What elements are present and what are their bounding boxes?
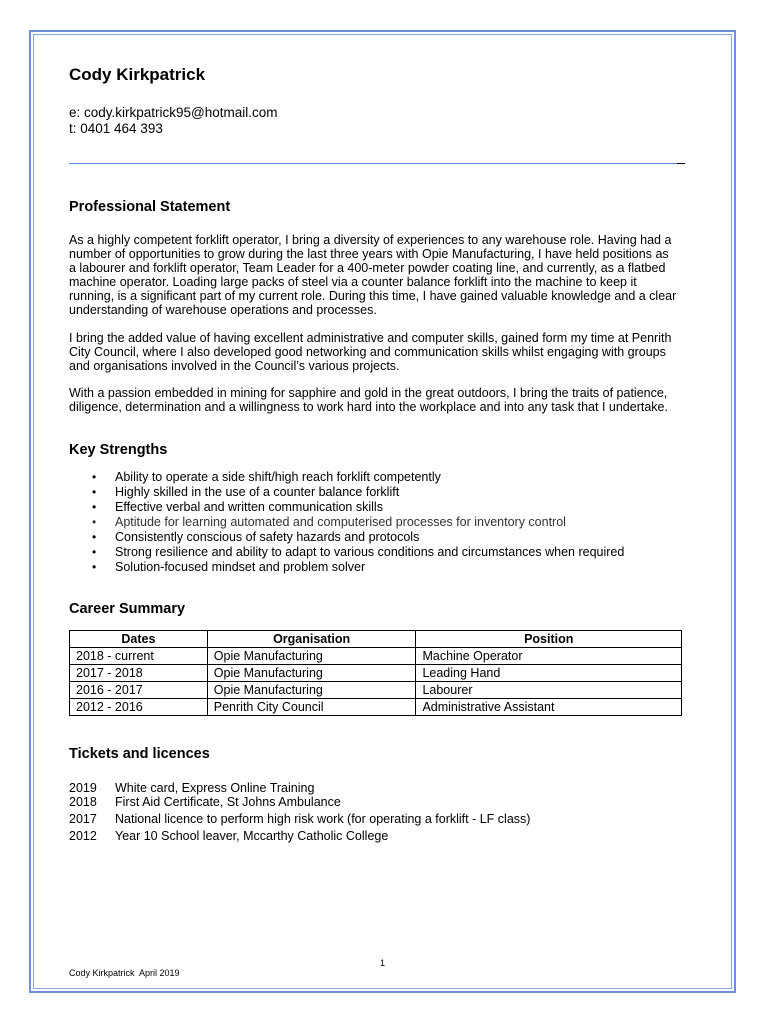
statement-line: I bring the added value of having excellent administrative and computer skills, gained form my time at Penrith [69, 331, 672, 345]
table-row [70, 682, 682, 699]
statement-line: understanding of warehouse operations and processes. [69, 303, 377, 317]
contact-block [69, 105, 278, 137]
ticket-text: First Aid Certificate, St Johns Ambulance [115, 795, 341, 809]
list-item [69, 781, 530, 795]
list-item: • Solution-focused mindset and problem solver [92, 560, 624, 575]
list-item [69, 812, 530, 826]
professional-statement-heading: Professional Statement [69, 199, 231, 215]
statement-paragraph-2 [69, 331, 709, 373]
statement-paragraph-3 [69, 386, 709, 414]
column-header-organisation: Organisation [207, 631, 416, 648]
list-item [69, 829, 530, 843]
ticket-year: 2019 [69, 781, 97, 795]
statement-line: and organisations involved in the Council’s various projects. [69, 359, 400, 373]
cell-dates: 2018 - current [70, 648, 208, 665]
tickets-heading: Tickets and licences [69, 746, 210, 762]
key-strengths-heading: Key Strengths [69, 442, 168, 458]
list-item: • Strong resilience and ability to adapt to various conditions and circumstances when required [92, 545, 624, 560]
cell-dates: 2017 - 2018 [70, 665, 208, 682]
email-line: e: cody.kirkpatrick95@hotmail.com [69, 105, 278, 120]
tickets-list [69, 781, 530, 843]
cell-position: Leading Hand [416, 665, 682, 682]
career-summary-heading: Career Summary [69, 601, 186, 617]
statement-line: As a highly competent forklift operator, I bring a diversity of experiences to any warehouse role. Having had a [69, 233, 672, 247]
key-strengths-list [92, 470, 624, 575]
statement-line: number of opportunities to grow during the last three years with Opie Manufacturing, I have held positions as [69, 247, 669, 261]
table-header-row [70, 631, 682, 648]
cell-organisation: Opie Manufacturing [207, 648, 416, 665]
list-item [69, 795, 530, 809]
ticket-text: White card, Express Online Training [115, 781, 315, 795]
statement-line: a labourer and forklift operator, Team Leader for a 400-meter powder coating line, and currently, as a flatbed [69, 261, 666, 275]
cell-dates: 2016 - 2017 [70, 682, 208, 699]
ticket-year: 2017 [69, 812, 97, 826]
statement-line: running, is a significant part of my current role. During this time, I have gained valuable knowledge and a clear [69, 289, 677, 303]
ticket-year: 2012 [69, 829, 97, 843]
statement-line: machine operator. Loading large packs of steel via a counter balance forklift into the machine to keep it [69, 275, 637, 289]
list-item: • Ability to operate a side shift/high reach forklift competently [92, 470, 624, 485]
cell-position: Administrative Assistant [416, 699, 682, 716]
column-header-dates: Dates [70, 631, 208, 648]
page-number: 1 [380, 958, 386, 968]
ticket-text: Year 10 School leaver, Mccarthy Catholic College [115, 829, 389, 843]
cell-dates: 2012 - 2016 [70, 699, 208, 716]
career-table [69, 630, 682, 716]
list-item: • Highly skilled in the use of a counter balance forklift [92, 485, 624, 500]
cell-position: Machine Operator [416, 648, 682, 665]
statement-line: With a passion embedded in mining for sapphire and gold in the great outdoors, I bring the traits of patience, [69, 386, 668, 400]
ticket-text: National licence to perform high risk work (for operating a forklift - LF class) [115, 812, 531, 826]
list-item: • Consistently conscious of safety hazards and protocols [92, 530, 624, 545]
list-item: • Aptitude for learning automated and computerised processes for inventory control [92, 515, 624, 530]
ticket-year: 2018 [69, 795, 97, 809]
phone-line: t: 0401 464 393 [69, 121, 163, 136]
cell-organisation: Opie Manufacturing [207, 682, 416, 699]
table-row [70, 665, 682, 682]
table-row [70, 648, 682, 665]
cell-organisation: Opie Manufacturing [207, 665, 416, 682]
candidate-name: Cody Kirkpatrick [69, 65, 206, 84]
statement-line: diligence, determination and a willingness to work hard into the workplace and into any task that I undertake. [69, 400, 668, 414]
header-divider-dash [677, 163, 685, 164]
table-row [70, 699, 682, 716]
header-divider [69, 163, 681, 164]
column-header-position: Position [416, 631, 682, 648]
cell-organisation: Penrith City Council [207, 699, 416, 716]
footer-text: Cody Kirkpatrick April 2019 [69, 968, 180, 978]
statement-paragraph-1 [69, 233, 709, 317]
cell-position: Labourer [416, 682, 682, 699]
list-item: • Effective verbal and written communication skills [92, 500, 624, 515]
statement-line: City Council, where I also developed good networking and communication skills whilst engaging with groups [69, 345, 666, 359]
